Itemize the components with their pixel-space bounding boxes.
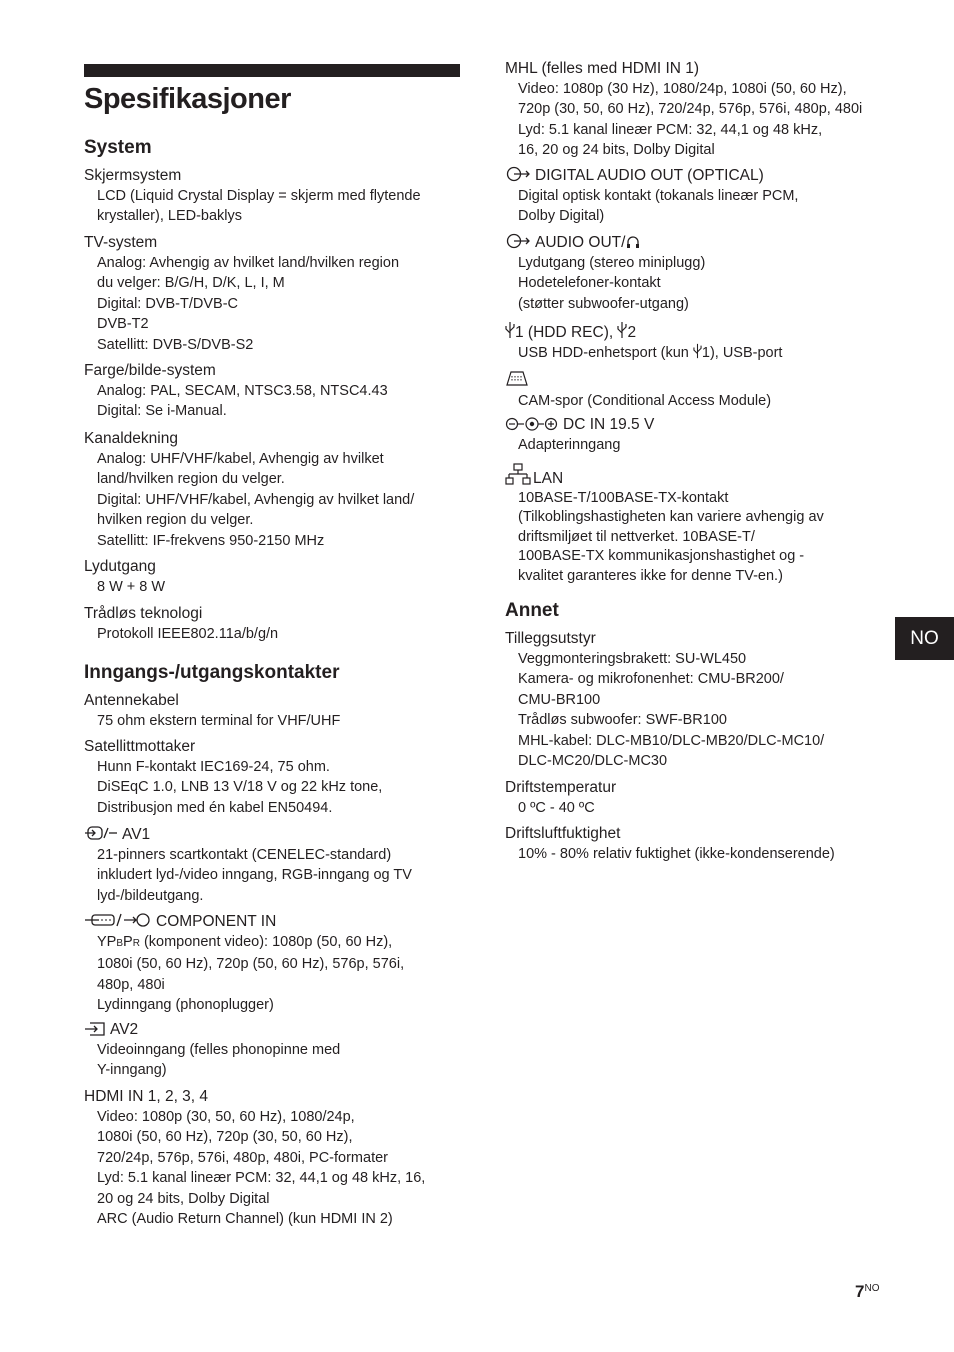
ypbpr-pb-sub: B [116,938,124,949]
spec-desc: CAM-spor (Conditional Access Module) [518,393,772,409]
page-number-value: 7 [855,1282,865,1301]
page-number [855,1282,879,1302]
spec-term: Trådløs teknologi [84,605,203,622]
spec-term: Antennekabel [84,692,179,709]
spec-desc: Analog: PAL, SECAM, NTSC3.58, NTSC4.43 Digital: Se i-Manual. [97,383,388,420]
spec-term [505,369,771,391]
spec-term [505,321,782,343]
spec-term [84,912,404,932]
spec-term-label: DC IN 19.5 V [563,416,655,433]
spec-term: MHL (felles med HDMI IN 1) [505,60,700,77]
input-icon [84,1022,106,1036]
headphones-icon [626,235,640,249]
spec-desc: Digital optisk kontakt (tokanals lineær PCM, Dolby Digital) [518,188,799,225]
spec-lan [505,463,824,586]
ypbpr-pr: P [123,934,133,950]
spec-desc-ypbpr [97,932,404,1016]
spec-term: Skjermsystem [84,167,182,184]
spec-term-label: AV1 [122,826,151,843]
spec-desc-part: USB HDD-enhetsport (kun [518,345,693,361]
spec-desc: LCD (Liquid Crystal Display = skjerm med flytende krystaller), LED-baklys [97,188,421,225]
spec-term-label: 1 (HDD REC), [515,324,618,341]
spec-skjermsystem [84,166,421,227]
spec-desc: Video: 1080p (30, 50, 60 Hz), 1080/24p, 1080i (50, 60 Hz), 720p (30, 50, 60 Hz), 720/24p, 576p, 576i, 480p, 480i, PC-formater Lyd: 5.1 kanal lineær PCM: 32, 44,1 og 48 kHz, 16, 20 og 24 bits, Dolby Digital ARC (Audio Return Channel) (kun HDMI IN 2) [97,1109,426,1228]
spec-tv-system [84,233,399,355]
spec-tilleggsutstyr [505,629,824,771]
spec-desc: Videoinngang (felles phonopinne med Y-inngang) [97,1042,341,1079]
scart-in-out-icon [84,825,118,841]
spec-lydutgang [84,557,165,597]
spec-av2 [84,1020,340,1081]
spec-term [505,463,824,489]
spec-desc: Protokoll IEEE802.11a/b/g/n [97,626,279,642]
spec-term-label: 2 [627,324,637,341]
spec-kanaldekning [84,429,414,551]
spec-term-label: AUDIO OUT/ [535,234,626,251]
spec-desc: Video: 1080p (30 Hz), 1080/24p, 1080i (50, 60 Hz), 720p (30, 50, 60 Hz), 720/24p, 576p, 576i, 480p, 480i Lyd: 5.1 kanal lineær PCM: 32, 44,1 og 48 kHz, 16, 20 og 24 bits, Dolby Digital [518,81,863,159]
spec-desc: Analog: Avhengig av hvilket land/hvilken region du velger: B/G/H, D/K, L, I, M Digital: DVB-T/DVB-C DVB-T2 Satellitt: DVB-S/DVB-S2 [97,255,400,353]
spec-mhl [505,59,862,161]
ypbpr-pb: P [106,934,117,950]
spec-desc: 10BASE-T/100BASE-TX-kontakt (Tilkoblingshastigheten kan variere avhengig av driftsmiljøet til nettverket. 10BASE-T/ 100BASE-TX kommunikasjonshastighet og - kvalitet garanteres ikke for denne TV-en.) [518,490,824,584]
ypbpr-pr-sub: R [132,938,140,949]
audio-output-icon [505,166,531,182]
spec-satellitt [84,737,382,818]
spec-tradlos [84,604,278,644]
lan-icon [505,463,531,485]
spec-desc: 0 ºC - 40 ºC [518,800,595,816]
spec-term-label: DIGITAL AUDIO OUT (OPTICAL) [535,167,764,184]
system-heading: System [84,137,152,158]
spec-driftstemperatur [505,778,616,818]
audio-output-icon [505,233,531,249]
spec-hdmi [84,1087,425,1229]
spec-av1 [84,825,412,906]
ypbpr-y: Y [97,934,107,950]
spec-term [505,166,798,186]
spec-term-label: COMPONENT IN [156,913,277,930]
spec-desc: Analog: UHF/VHF/kabel, Avhengig av hvilket land/hvilken region du velger. Digital: UHF/VHF/kabel, Avhengig av hvilket land/ hvilken region du velger. Satellitt: IF-frekvens 950-2150 MHz [97,451,415,549]
spec-desc: 10% - 80% relativ fuktighet (ikke-kondenserende) [518,846,835,862]
dc-polarity-icon [505,417,559,431]
usb-icon [505,321,515,339]
spec-term: HDMI IN 1, 2, 3, 4 [84,1088,209,1105]
spec-farge [84,361,388,422]
spec-term [505,233,705,253]
spec-term: Farge/bilde-system [84,362,216,379]
spec-desc: (komponent video): 1080p (50, 60 Hz), 1080i (50, 60 Hz), 720p (50, 60 Hz), 576p, 576i, 480p, 480i Lydinngang (phonoplugger) [97,934,405,1014]
usb-icon [693,343,702,359]
spec-component [84,912,404,1016]
spec-desc: Lydutgang (stereo miniplugg) Hodetelefoner-kontakt (støtter subwoofer-utgang) [518,255,706,312]
spec-term [84,825,412,845]
spec-term [505,415,654,435]
spec-term [84,1020,340,1040]
spec-term: Driftsluftfuktighet [505,825,621,842]
usb-icon [617,321,627,339]
cam-slot-icon [505,369,529,387]
spec-term: Satellittmottaker [84,738,196,755]
title-bar [84,64,460,77]
spec-desc: Adapterinngang [518,437,621,453]
spec-usb [505,321,782,363]
spec-audio-out [505,233,705,314]
spec-desc: Veggmonteringsbrakett: SU-WL450 Kamera- og mikrofonenhet: CMU-BR200/ CMU-BR100 Trådløs subwoofer: SWF-BR100 MHL-kabel: DLC-MB10/DLC-MB20/DLC-MC10/ DLC-MC20/DLC-MC30 [518,651,825,770]
spec-term: Kanaldekning [84,430,178,447]
spec-desc: 8 W + 8 W [97,579,166,595]
spec-desc: 75 ohm ekstern terminal for VHF/UHF [97,713,341,729]
other-heading: Annet [505,600,559,621]
spec-desc: Hunn F-kontakt IEC169-24, 75 ohm. DiSEqC 1.0, LNB 13 V/18 V og 22 kHz tone, Distribusjon med én kabel EN50494. [97,759,383,816]
spec-term-label: LAN [533,470,564,487]
page-title: Spesifikasjoner [84,83,291,115]
spec-desc [518,343,782,363]
component-in-icon [84,912,152,928]
io-heading: Inngangs-/utgangskontakter [84,662,340,683]
spec-term: TV-system [84,234,158,251]
language-tab: NO [895,617,954,660]
spec-term-label: AV2 [110,1021,139,1038]
spec-desc: 21-pinners scartkontakt (CENELEC-standard) inkludert lyd-/video inngang, RGB-inngang og TV lyd-/bildeutgang. [97,847,412,904]
spec-term: Driftstemperatur [505,779,617,796]
spec-term: Tilleggsutstyr [505,630,596,647]
spec-cam [505,369,771,411]
spec-desc-part: 1), USB-port [701,345,783,361]
spec-optical [505,166,798,227]
page-number-suffix: NO [864,1283,880,1294]
spec-driftsluftfuktighet [505,824,835,864]
spec-dc [505,415,654,455]
spec-antenne [84,691,340,731]
spec-term: Lydutgang [84,558,156,575]
